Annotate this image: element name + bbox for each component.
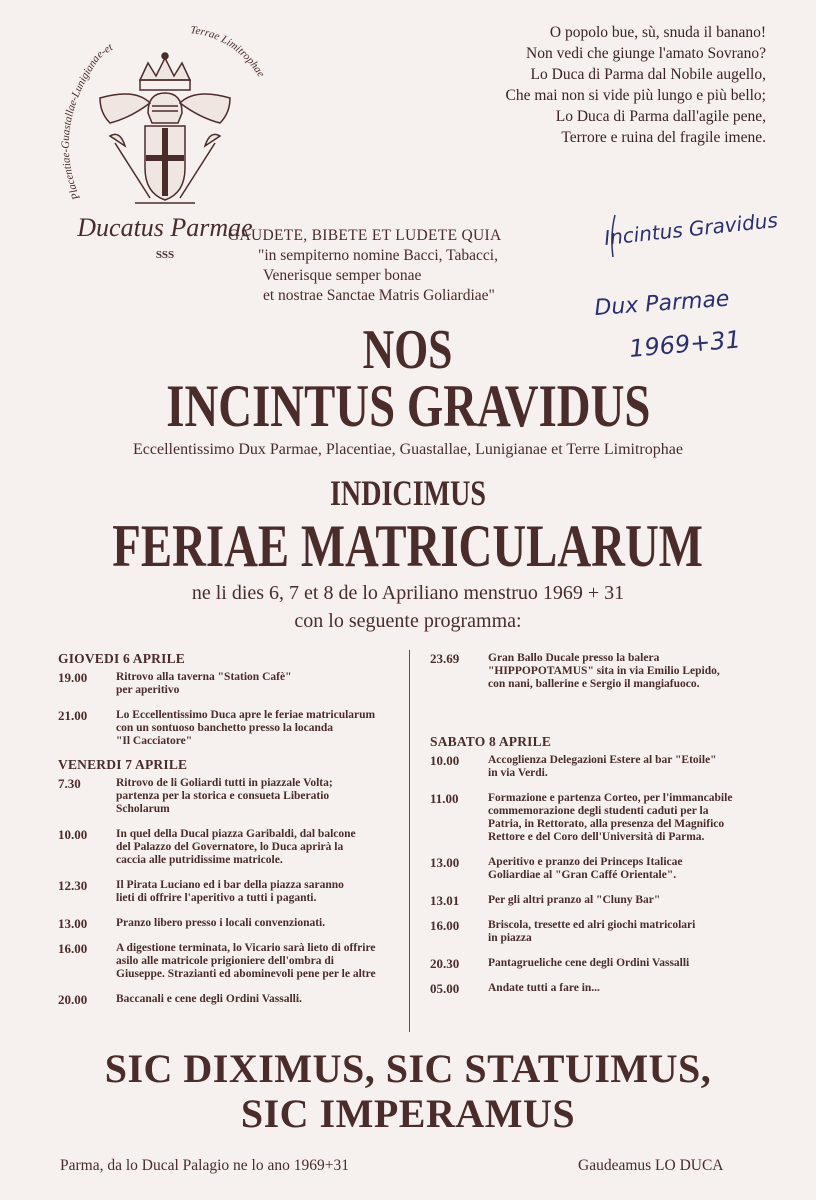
poem-line: Che mai non si vide più lungo e più bello; [505, 87, 766, 104]
poem-line: O popolo bue, sù, snuda il banano! [549, 24, 766, 41]
column-divider [409, 650, 410, 1032]
svg-text:1969+31: 1969+31 [628, 325, 742, 363]
heading-nos: NOS [363, 319, 453, 381]
motto [228, 226, 588, 306]
svg-text:Placentiae-Guastallae-Lunigian: Placentiae-Guastallae-Lunigianae-et [59, 41, 115, 202]
schedule-event: 12.30 Il Pirata Luciano ed i bar della piazza saranno lieti di offrire l'aperitivo a tutti i paganti. [58, 878, 344, 904]
svg-text:Terrae Limitrophae: Terrae Limitrophae [189, 24, 267, 80]
schedule-event: 16.00 Briscola, tresette ed alri giochi matricolari in piazza [430, 918, 696, 944]
heading-incintus-gravidus: INCINTUS GRAVIDUS [165, 373, 651, 439]
schedule-event: 7.30 Ritrovo de li Goliardi tutti in piazzale Volta; partenza per la storica e consueta Liberatio Scholarum [58, 776, 333, 815]
schedule-event: 16.00 A digestione terminata, lo Vicario sarà lieto di offrire asilo alle matricole prigioniere dell'ombra di Giuseppe. Strazianti ed abominevoli pene per le altre [58, 941, 376, 980]
poem-line: Terrore e ruina del fragile imene. [561, 129, 766, 146]
schedule-event: 21.00 Lo Eccellentissimo Duca apre le feriae matricularum con un sontuoso banchetto presso la locanda "Il Cacciatore" [58, 708, 376, 747]
schedule-event: 13.00 Pranzo libero presso i locali convenzionati. [58, 916, 326, 931]
schedule-event: 13.01 Per gli altri pranzo al "Cluny Bar" [430, 893, 661, 908]
closing-line-1: SIC DIXIMUS, SIC STATUIMUS, [104, 1046, 712, 1091]
svg-text:Ducatus Parmae: Ducatus Parmae [77, 213, 253, 242]
schedule-event: 13.00 Aperitivo e pranzo dei Princeps Italicae Goliardiae al "Gran Caffé Orientale". [430, 855, 683, 881]
motto-line: GAUDETE, BIBETE ET LUDETE QUIA [228, 227, 502, 244]
programma-line: con lo seguente programma: [294, 610, 522, 632]
schedule-event: 23.69 Gran Ballo Ducale presso la balera "HIPPOPOTAMUS" sita in via Emilio Lepido, con nani, ballerine e Sergio il mangiafuoco. [430, 651, 720, 690]
schedule-event: 10.00 In quel della Ducal piazza Garibaldi, dal balcone del Palazzo del Governatore, lo Duca aprirà la caccia alle putridissime matricole. [58, 827, 356, 866]
svg-text:Incintus Gravidus: Incintus Gravidus [603, 207, 779, 250]
schedule-event: 05.00 Andate tutti a fare in... [430, 981, 600, 996]
schedule-right [430, 652, 780, 995]
day-title: VENERDI 7 APRILE [58, 757, 188, 772]
heading-feriae-matricularum: FERIAE MATRICULARUM [112, 513, 704, 579]
svg-text:Dux Parmae: Dux Parmae [593, 286, 731, 321]
heading-indicimus: INDICIMUS [329, 473, 487, 513]
motto-line: et nostrae Sanctae Matris Goliardiae" [263, 287, 495, 304]
dates-line: ne li dies 6, 7 et 8 de lo Apriliano menstruo 1969 + 31 [191, 582, 625, 604]
schedule-event: 20.30 Pantagrueliche cene degli Ordini Vassalli [430, 956, 690, 971]
motto-line: Venerisque semper bonae [263, 267, 422, 284]
poem-line: Lo Duca di Parma dall'agile pene, [555, 108, 766, 125]
schedule-left [58, 652, 398, 1006]
schedule-event: 20.00 Baccanali e cene degli Ordini Vassalli. [58, 992, 302, 1007]
closing-line-2: SIC IMPERAMUS [240, 1091, 576, 1136]
signoff: Gaudeamus LO DUCA [578, 1157, 724, 1174]
schedule-event: 11.00 Formazione e partenza Corteo, per l'immancabile commemorazione degli studenti caduti per la Patria, in Rettorato, alla presenza del Magnifico Rettore e del Coro dell'Università di Parma. [430, 791, 733, 843]
motto-line: "in sempiterno nomine Bacci, Tabacci, [258, 247, 498, 264]
place-date: Parma, da lo Ducal Palagio ne lo ano 1969+31 [60, 1157, 349, 1174]
poem-line: Non vedi che giunge l'amato Sovrano? [526, 45, 766, 62]
poem-line: Lo Duca di Parma dal Nobile augello, [530, 66, 766, 83]
day-title: GIOVEDI 6 APRILE [58, 651, 185, 666]
dux-title: Eccellentissimo Dux Parmae, Placentiae, Guastallae, Lunigianae et Terre Limitrophae [133, 441, 683, 458]
svg-text:SSS: SSS [155, 249, 175, 261]
schedule-event: 19.00 Ritrovo alla taverna "Station Cafè" per aperitivo [58, 670, 292, 696]
schedule-event: 10.00 Accoglienza Delegazioni Estere al bar "Etoile" in via Verdi. [430, 753, 717, 779]
poem [406, 22, 766, 148]
day-title: SABATO 8 APRILE [430, 734, 552, 749]
